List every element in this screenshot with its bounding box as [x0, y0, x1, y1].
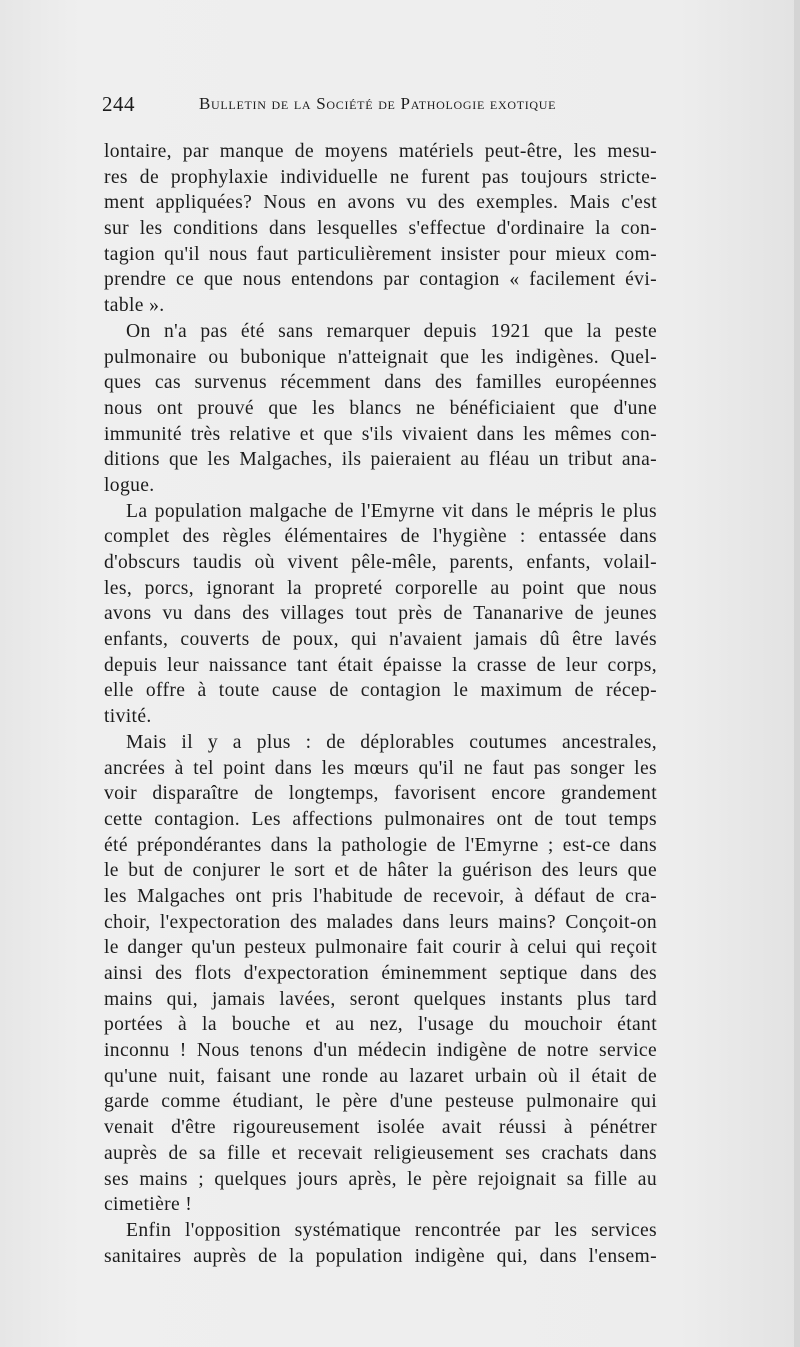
- body-text: [104, 139, 657, 1269]
- text-line: été prépondérantes dans la pathologie de l'Emyrne ; est-ce dans: [104, 834, 657, 856]
- text-line: immunité très relative et que s'ils vivaient dans les mêmes con-: [104, 423, 657, 445]
- text-line: auprès de sa fille et recevait religieusement ses crachats dans: [104, 1142, 657, 1164]
- text-line: cette contagion. Les affections pulmonaires ont de tout temps: [104, 808, 657, 830]
- page-edge-shadow: [794, 0, 800, 1347]
- text-line: choir, l'expectoration des malades dans leurs mains? Conçoit-on: [104, 911, 657, 933]
- text-line: lontaire, par manque de moyens matériels peut-être, les mesu-: [104, 141, 657, 162]
- text-line: elle offre à toute cause de contagion le maximum de récep-: [104, 680, 657, 702]
- text-line: La population malgache de l'Emyrne vit dans le mépris le plus: [126, 500, 657, 522]
- text-line: le but de conjurer le sort et de hâter la guérison des leurs que: [104, 860, 657, 882]
- text-line: venait d'être rigoureusement isolée avait réussi à pénétrer: [104, 1117, 657, 1139]
- text-line: ancrées à tel point dans les mœurs qu'il ne faut pas songer les: [104, 757, 657, 779]
- text-line: qu'une nuit, faisant une ronde au lazaret urbain où il était de: [104, 1065, 657, 1087]
- text-line: les, porcs, ignorant la propreté corporelle au point que nous: [104, 577, 657, 599]
- text-line: Enfin l'opposition systématique rencontrée par les services: [126, 1219, 657, 1241]
- text-line: ses mains ; quelques jours après, le père rejoignait sa fille au: [104, 1168, 657, 1190]
- text-line: inconnu ! Nous tenons d'un médecin indigène de notre service: [104, 1040, 657, 1062]
- text-line: voir disparaître de longtemps, favorisent encore grandement: [104, 783, 657, 805]
- text-line: res de prophylaxie individuelle ne furent pas toujours stricte-: [104, 166, 657, 188]
- text-line: portées à la bouche et au nez, l'usage du mouchoir étant: [104, 1014, 657, 1036]
- page-number: 244: [102, 92, 135, 116]
- text-line: garde comme étudiant, le père d'une pesteuse pulmonaire qui: [104, 1091, 657, 1113]
- text-line: pulmonaire ou bubonique n'atteignait que les indigènes. Quel-: [104, 346, 657, 368]
- text-line: ainsi des flots d'expectoration éminemment septique dans des: [104, 963, 657, 984]
- text-line: nous ont prouvé que les blancs ne bénéficiaient que d'une: [104, 397, 657, 419]
- text-line: cimetière !: [104, 1194, 193, 1216]
- text-line: enfants, couverts de poux, qui n'avaient jamais dû être lavés: [104, 629, 657, 651]
- text-line: table ».: [104, 295, 165, 317]
- text-line: Mais il y a plus : de déplorables coutumes ancestrales,: [126, 731, 657, 753]
- text-line: complet des règles élémentaires de l'hygiène : entassée dans: [104, 526, 657, 548]
- text-line: sanitaires auprès de la population indigène qui, dans l'ensem-: [104, 1245, 657, 1267]
- text-line: tagion qu'il nous faut particulièrement insister pour mieux com-: [104, 243, 657, 265]
- text-line: le danger qu'un pesteux pulmonaire fait courir à celui qui reçoit: [104, 937, 657, 959]
- text-line: sur les conditions dans lesquelles s'effectue d'ordinaire la con-: [104, 218, 657, 240]
- text-line: logue.: [104, 474, 155, 496]
- text-line: ditions que les Malgaches, ils paieraient au fléau un tribut ana-: [104, 449, 657, 471]
- text-line: ment appliquées? Nous en avons vu des exemples. Mais c'est: [104, 192, 657, 214]
- text-line: mains qui, jamais lavées, seront quelques instants plus tard: [104, 988, 657, 1010]
- text-line: prendre ce que nous entendons par contagion « facilement évi-: [104, 269, 657, 291]
- text-line: tivité.: [104, 706, 152, 728]
- text-line: ques cas survenus récemment dans des familles européennes: [104, 372, 657, 394]
- running-title: Bulletin de la Société de Pathologie exotique: [199, 94, 557, 113]
- text-line: d'obscurs taudis où vivent pêle-mêle, parents, enfants, volail-: [104, 552, 657, 573]
- page-header: [102, 92, 647, 118]
- text-line: On n'a pas été sans remarquer depuis 1921 que la peste: [126, 320, 657, 342]
- text-line: avons vu dans des villages tout près de Tananarive de jeunes: [104, 603, 657, 625]
- text-line: les Malgaches ont pris l'habitude de recevoir, à défaut de cra-: [104, 885, 657, 907]
- text-line: depuis leur naissance tant était épaisse la crasse de leur corps,: [104, 654, 657, 676]
